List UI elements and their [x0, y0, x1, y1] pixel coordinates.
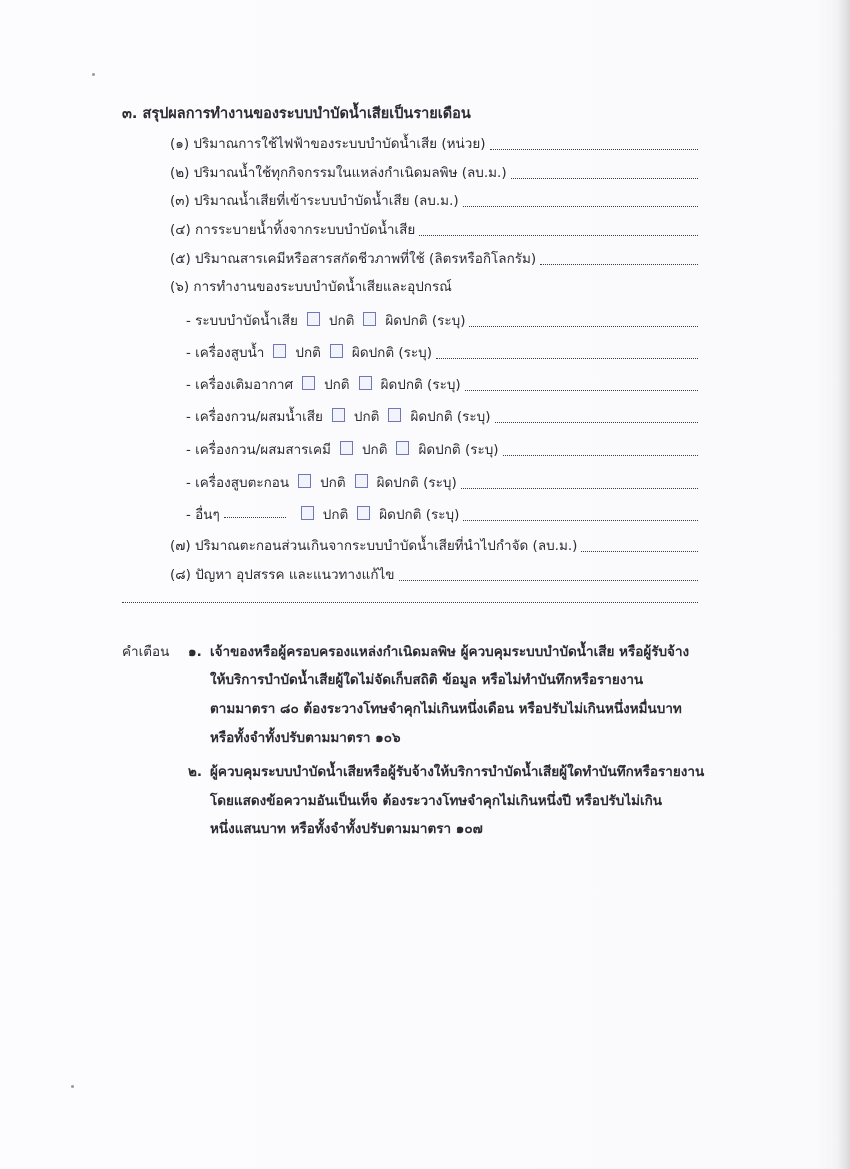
fill-in-line[interactable] — [511, 177, 698, 179]
abnormal-label: ผิดปกติ (ระบุ) — [418, 442, 499, 458]
equipment-row — [186, 308, 698, 332]
fill-in-line[interactable] — [469, 325, 698, 327]
equipment-row-other — [186, 502, 698, 526]
fill-in-line[interactable] — [503, 454, 698, 456]
warning-note-line: โดยแสดงข้อความอันเป็นเท็จ ต้องระวางโทษจำคุกไม่เกินหนึ่งปี หรือปรับไม่เกิน — [210, 793, 663, 809]
warning-note-line: เจ้าของหรือผู้ครอบครองแหล่งกำเนิดมลพิษ ผู้ควบคุมระบบบำบัดน้ำเสีย หรือผู้รับจ้าง — [210, 644, 690, 660]
warning-note-line: หรือทั้งจำทั้งปรับตามมาตรา ๑๐๖ — [210, 730, 401, 746]
equipment-row — [186, 404, 698, 428]
equipment-label: - เครื่องสูบตะกอน — [186, 475, 290, 491]
abnormal-checkbox[interactable] — [388, 408, 401, 422]
warning-note-line: ตามมาตรา ๘๐ ต้องระวางโทษจำคุกไม่เกินหนึ่งเดือน หรือปรับไม่เกินหนึ่งหมื่นบาท — [210, 701, 682, 717]
item-chemicals — [170, 246, 698, 270]
section-title: ๓. สรุปผลการทำงานของระบบบำบัดน้ำเสียเป็นรายเดือน — [122, 106, 471, 122]
fill-in-line[interactable] — [540, 263, 698, 265]
normal-checkbox[interactable] — [340, 441, 353, 455]
abnormal-checkbox[interactable] — [357, 506, 370, 520]
abnormal-label: ผิดปกติ (ระบุ) — [379, 507, 460, 523]
item-label: (๔) การระบายน้ำทิ้งจากระบบบำบัดน้ำเสีย — [170, 222, 416, 238]
item-water-use — [170, 160, 698, 184]
abnormal-label: ผิดปกติ (ระบุ) — [410, 409, 491, 425]
item-excess-sludge — [170, 533, 698, 557]
normal-checkbox[interactable] — [273, 344, 286, 358]
fill-in-line[interactable] — [463, 519, 698, 521]
abnormal-label: ผิดปกติ (ระบุ) — [376, 475, 457, 491]
equipment-row — [186, 372, 698, 396]
item-label: (๕) ปริมาณสารเคมีหรือสารสกัดชีวภาพที่ใช้ (ลิตรหรือกิโลกรัม) — [170, 251, 537, 267]
item-discharge — [170, 217, 698, 241]
equipment-label: - เครื่องกวน/ผสมน้ำเสีย — [186, 409, 323, 425]
scan-speck — [71, 1085, 74, 1088]
equipment-label: - อื่นๆ — [186, 507, 220, 523]
item-label: (๘) ปัญหา อุปสรรค และแนวทางแก้ไข — [170, 567, 395, 583]
fill-in-line[interactable] — [463, 205, 698, 207]
item-label: (๑) ปริมาณการใช้ไฟฟ้าของระบบบำบัดน้ำเสีย (หน่วย) — [170, 136, 486, 152]
normal-label: ปกติ — [361, 442, 388, 458]
warning-note-line: ผู้ควบคุมระบบบำบัดน้ำเสียหรือผู้รับจ้างให้บริการบำบัดน้ำเสียผู้ใดทำบันทึกหรือรายงาน — [210, 764, 705, 780]
fill-in-line[interactable] — [465, 389, 698, 391]
normal-checkbox[interactable] — [298, 474, 311, 488]
abnormal-checkbox[interactable] — [359, 376, 372, 390]
equipment-label: - ระบบบำบัดน้ำเสีย — [186, 313, 298, 329]
scan-speck — [92, 73, 95, 76]
equipment-label: - เครื่องสูบน้ำ — [186, 345, 265, 361]
normal-checkbox[interactable] — [307, 312, 320, 326]
normal-label: ปกติ — [353, 409, 380, 425]
item-problems — [170, 562, 698, 586]
warning-note-line: ให้บริการบำบัดน้ำเสียผู้ใดไม่จัดเก็บสถิติ ข้อมูล หรือไม่ทำบันทึกหรือรายงาน — [210, 672, 644, 688]
abnormal-checkbox[interactable] — [330, 344, 343, 358]
item-electricity — [170, 131, 698, 155]
warning-label: คำเตือน — [122, 644, 170, 660]
item-label: (๒) ปริมาณน้ำใช้ทุกกิจกรรมในแหล่งกำเนิดมลพิษ (ลบ.ม.) — [170, 165, 507, 181]
normal-label: ปกติ — [322, 507, 349, 523]
normal-checkbox[interactable] — [302, 376, 315, 390]
page-edge-shadow — [836, 0, 850, 1169]
abnormal-label: ผิดปกติ (ระบุ) — [385, 313, 466, 329]
warning-note-number: ๒. — [188, 764, 203, 780]
abnormal-checkbox[interactable] — [396, 441, 409, 455]
equipment-label: - เครื่องกวน/ผสมสารเคมี — [186, 442, 331, 458]
equipment-row — [186, 470, 698, 494]
fill-in-line[interactable] — [436, 357, 698, 359]
fill-in-line[interactable] — [461, 487, 698, 489]
fill-in-line-full[interactable] — [122, 601, 698, 603]
item-label: (๖) การทำงานของระบบบำบัดน้ำเสียและอุปกรณ์ — [170, 279, 452, 295]
item-label: (๓) ปริมาณน้ำเสียที่เข้าระบบบำบัดน้ำเสีย (ลบ.ม.) — [170, 193, 459, 209]
warning-note-number: ๑. — [188, 644, 202, 660]
item-label: (๗) ปริมาณตะกอนส่วนเกินจากระบบบำบัดน้ำเสียที่นำไปกำจัด (ลบ.ม.) — [170, 538, 578, 554]
abnormal-checkbox[interactable] — [363, 312, 376, 326]
abnormal-label: ผิดปกติ (ระบุ) — [380, 377, 461, 393]
item-operation — [170, 274, 698, 298]
normal-checkbox[interactable] — [301, 506, 314, 520]
fill-in-line[interactable] — [399, 579, 698, 581]
fill-in-line[interactable] — [495, 421, 698, 423]
fill-in-line[interactable] — [581, 550, 698, 552]
fill-in-line[interactable] — [490, 148, 698, 150]
normal-label: ปกติ — [328, 313, 355, 329]
normal-label: ปกติ — [295, 345, 321, 361]
normal-checkbox[interactable] — [332, 408, 345, 422]
abnormal-checkbox[interactable] — [355, 474, 368, 488]
normal-label: ปกติ — [324, 377, 350, 393]
equipment-label: - เครื่องเติมอากาศ — [186, 377, 294, 393]
equipment-row — [186, 437, 698, 461]
abnormal-label: ผิดปกติ (ระบุ) — [351, 345, 432, 361]
normal-label: ปกติ — [320, 475, 346, 491]
fill-in-line[interactable] — [419, 234, 698, 236]
equipment-row — [186, 340, 698, 364]
other-specify-line[interactable] — [224, 516, 286, 518]
warning-note-line: หนึ่งแสนบาท หรือทั้งจำทั้งปรับตามมาตรา ๑๐๗ — [210, 821, 483, 837]
item-wastewater-in — [170, 188, 698, 212]
